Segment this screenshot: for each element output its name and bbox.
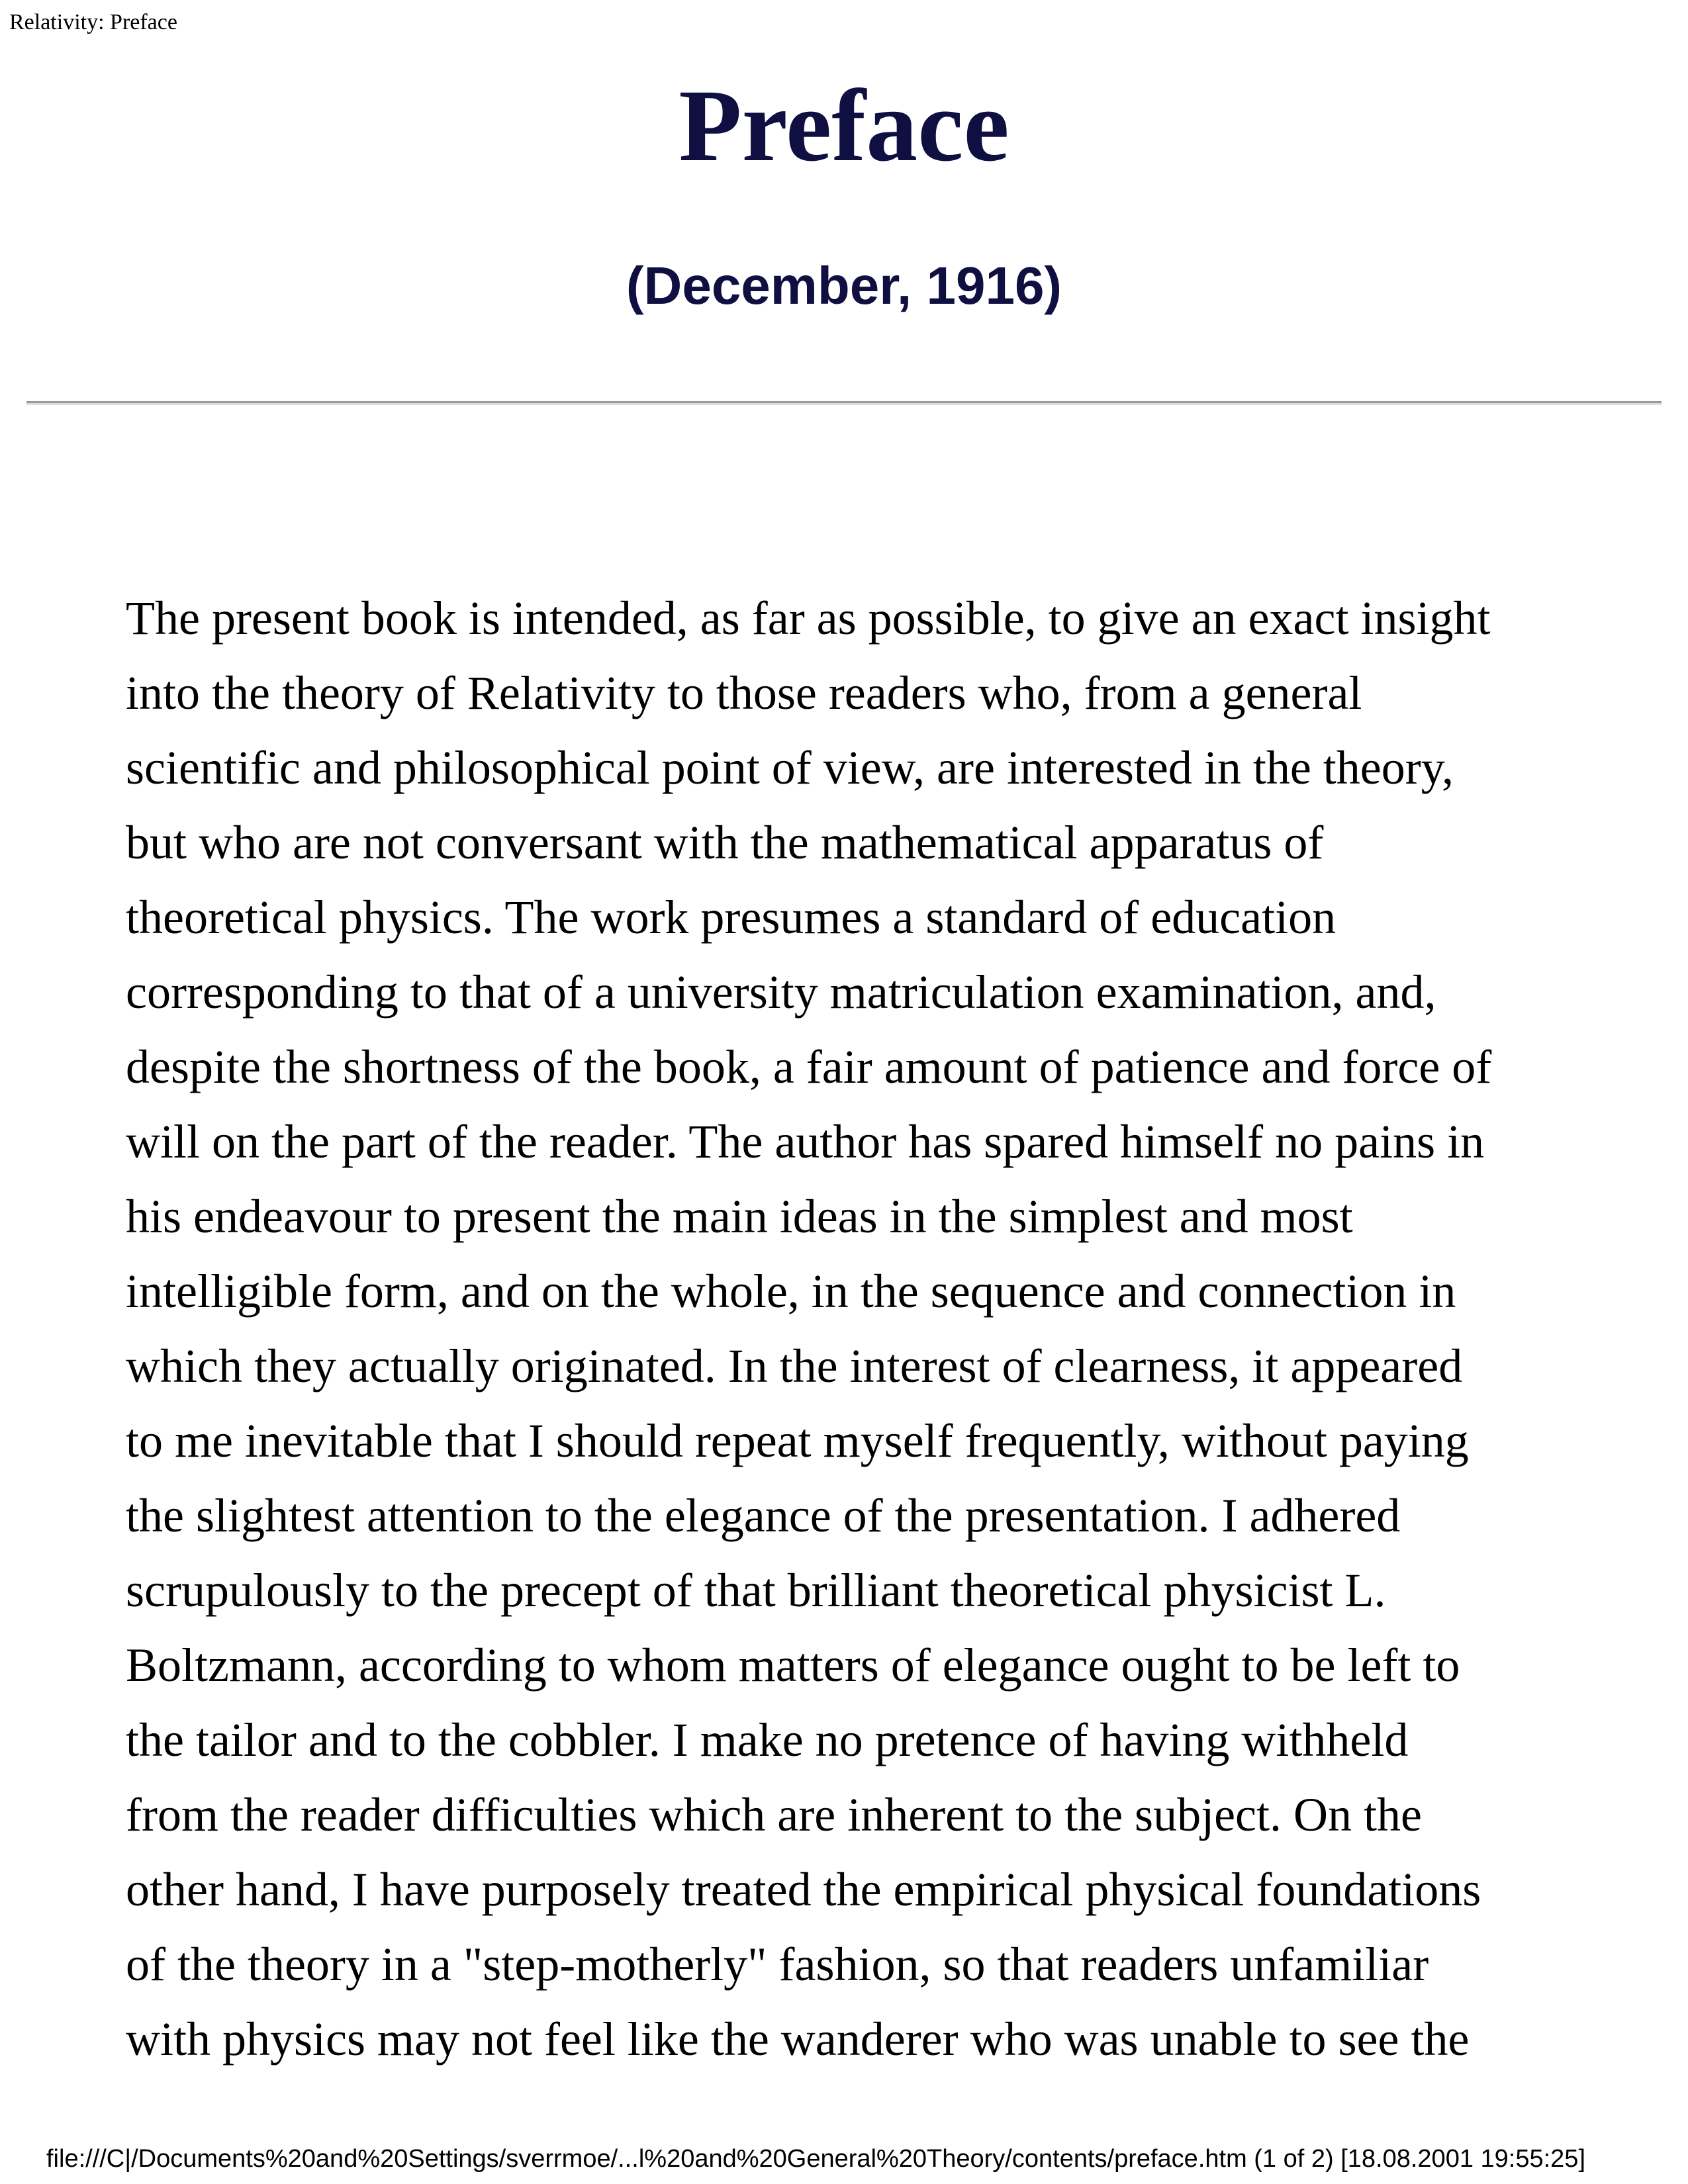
paragraph-line: which they actually originated. In the interest of clearness, it appeared <box>126 1340 1463 1392</box>
paragraph-line: other hand, I have purposely treated the empirical physical foundations <box>126 1863 1481 1916</box>
print-footer-url: file:///C|/Documents%20and%20Settings/sverrmoe/...l%20and%20General%20Theory/contents/preface.htm (1 of 2) [18.08.2001 19:55:25] <box>46 2145 1585 2173</box>
paragraph-line: despite the shortness of the book, a fair amount of patience and force of <box>126 1040 1492 1093</box>
paragraph-line: of the theory in a "step-motherly" fashion, so that readers unfamiliar <box>126 1938 1429 1991</box>
paragraph-line: into the theory of Relativity to those readers who, from a general <box>126 666 1362 719</box>
paragraph-line: but who are not conversant with the mathematical apparatus of <box>126 816 1324 869</box>
page-subtitle: (December, 1916) <box>626 256 1062 315</box>
paragraph-line: Boltzmann, according to whom matters of elegance ought to be left to <box>126 1639 1460 1692</box>
preface-paragraph <box>126 581 1582 2077</box>
paragraph-line: the slightest attention to the elegance of the presentation. I adhered <box>126 1489 1401 1542</box>
paragraph-line: the tailor and to the cobbler. I make no pretence of having withheld <box>126 1713 1409 1766</box>
paragraph-line: will on the part of the reader. The author has spared himself no pains in <box>126 1115 1485 1168</box>
horizontal-rule <box>26 401 1662 405</box>
print-header-title: Relativity: Preface <box>9 10 177 34</box>
paragraph-line: corresponding to that of a university matriculation examination, and, <box>126 966 1436 1019</box>
paragraph-line: scientific and philosophical point of view, are interested in the theory, <box>126 741 1454 794</box>
paragraph-line: from the reader difficulties which are inherent to the subject. On the <box>126 1788 1422 1841</box>
paragraph-line: theoretical physics. The work presumes a standard of education <box>126 891 1336 944</box>
page-title: Preface <box>679 68 1009 183</box>
paragraph-line: to me inevitable that I should repeat myself frequently, without paying <box>126 1414 1469 1467</box>
paragraph-line: with physics may not feel like the wanderer who was unable to see the <box>126 2013 1470 2066</box>
paragraph-line: The present book is intended, as far as possible, to give an exact insight <box>126 592 1491 645</box>
paragraph-line: his endeavour to present the main ideas in the simplest and most <box>126 1190 1353 1243</box>
paragraph-line: intelligible form, and on the whole, in the sequence and connection in <box>126 1265 1456 1318</box>
paragraph-line: scrupulously to the precept of that brilliant theoretical physicist L. <box>126 1564 1386 1617</box>
